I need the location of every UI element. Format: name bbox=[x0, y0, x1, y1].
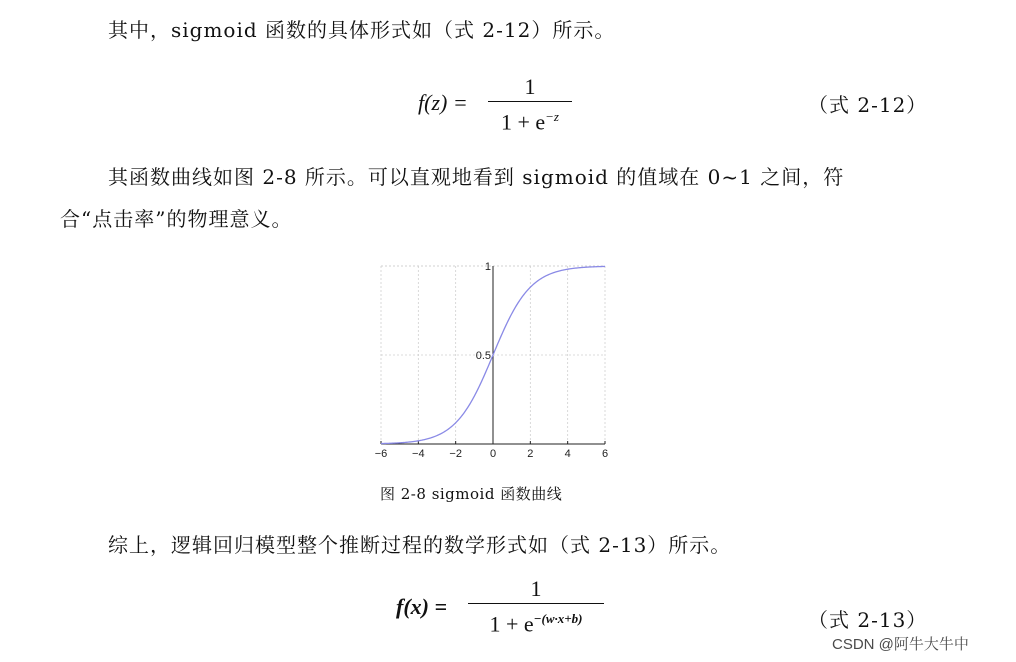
eq2-fraction bbox=[468, 576, 604, 637]
eq1-denominator bbox=[488, 104, 572, 135]
x-tick-label: −2 bbox=[449, 448, 462, 460]
eq2-numerator: 1 bbox=[530, 576, 542, 601]
sigmoid-chart bbox=[372, 258, 612, 464]
eq1-numerator: 1 bbox=[524, 74, 536, 99]
eq1-fraction bbox=[488, 74, 572, 135]
eq1-fraction-bar bbox=[488, 101, 572, 102]
chart-tick-labels bbox=[375, 261, 608, 460]
y-tick-label: 0.5 bbox=[475, 350, 491, 362]
eq2-fraction-bar bbox=[468, 603, 604, 604]
eq1-exponent: −z bbox=[545, 109, 559, 124]
y-tick-label: 1 bbox=[484, 261, 491, 273]
paragraph-2-line-1: 其函数曲线如图 2-8 所示。可以直观地看到 sigmoid 的值域在 0~1 之间，符 bbox=[108, 165, 845, 189]
paragraph-3: 综上，逻辑回归模型整个推断过程的数学形式如（式 2-13）所示。 bbox=[108, 533, 732, 557]
eq1-label: （式 2-12） bbox=[808, 93, 928, 117]
x-tick-label: −6 bbox=[374, 448, 388, 460]
paragraph-1: 其中，sigmoid 函数的具体形式如（式 2-12）所示。 bbox=[108, 18, 616, 42]
eq2-denominator bbox=[468, 606, 604, 637]
x-tick-label: 2 bbox=[527, 448, 534, 460]
x-tick-label: 4 bbox=[564, 448, 571, 460]
x-tick-label: 0 bbox=[489, 448, 497, 460]
csdn-watermark: CSDN @阿牛大牛中 bbox=[832, 636, 969, 653]
figure-caption: 图 2-8 sigmoid 函数曲线 bbox=[380, 485, 563, 503]
eq1-denominator-base: 1 + e bbox=[500, 109, 546, 135]
eq1-lhs: f(z) = bbox=[418, 90, 468, 115]
eq2-label: （式 2-13） bbox=[808, 608, 928, 632]
x-tick-label: 6 bbox=[601, 448, 609, 460]
eq2-denominator-base: 1 + e bbox=[489, 611, 534, 637]
eq2-lhs: f(x) = bbox=[396, 594, 448, 619]
x-tick-label: −4 bbox=[412, 448, 425, 460]
paragraph-2-line-2: 合“点击率”的物理意义。 bbox=[60, 207, 293, 231]
eq2-exponent: −(w·x+b) bbox=[533, 611, 583, 626]
